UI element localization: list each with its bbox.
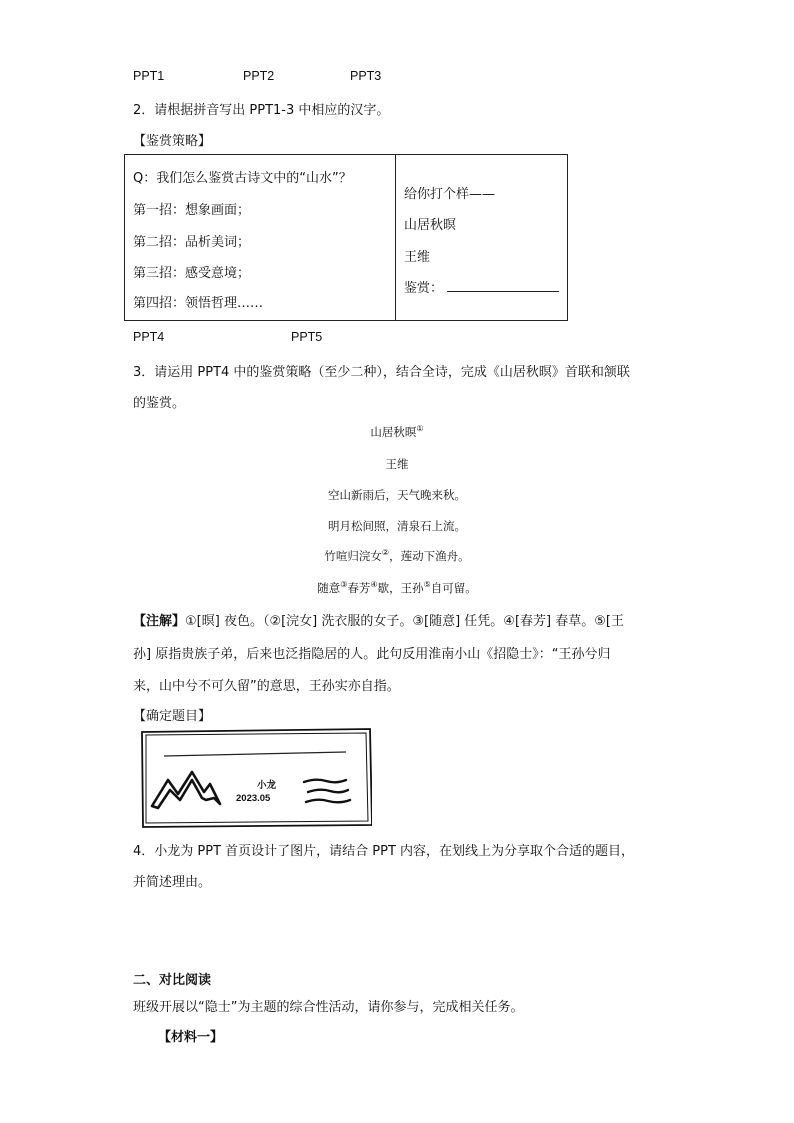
waves-icon xyxy=(304,780,350,803)
strategy-box xyxy=(124,154,568,321)
ppt5-label: PPT5 xyxy=(291,330,323,344)
title-heading: 【确定题目】 xyxy=(133,709,212,724)
strategy-step-4: 第四招：领悟哲理…… xyxy=(133,296,264,311)
example-intro: 给你打个样—— xyxy=(404,187,496,202)
notes-line-3: 来，山中兮不可久留”的意思，王孙实亦自指。 xyxy=(133,679,400,694)
example-title: 山居秋暝 xyxy=(404,218,457,233)
notes-line-1: 【注解】①[暝] 夜色。（②[浣女] 洗衣服的女子。③[随意] 任凭。④[春芳] 春草。⑤[王 xyxy=(133,614,624,629)
appreciation-blank xyxy=(447,279,559,292)
section-2-heading: 二、对比阅读 xyxy=(133,973,212,988)
question-3-line-1: 3．请运用 PPT4 中的鉴赏策略（至少二种），结合全诗，完成《山居秋暝》首联和颔联 xyxy=(133,365,630,380)
strategy-question: Q：我们怎么鉴赏古诗文中的“山水”？ xyxy=(133,171,352,186)
question-4-line-1: 4．小龙为 PPT 首页设计了图片，请结合 PPT 内容，在划线上为分享取个合适的题目， xyxy=(133,844,635,859)
poem-line-3: 竹喧归浣女②，莲动下渔舟。 xyxy=(324,548,470,563)
appreciation-line xyxy=(404,277,559,296)
cover-card-drawing xyxy=(140,728,372,828)
ppt2-label: PPT2 xyxy=(243,69,275,83)
cover-card xyxy=(140,728,372,828)
question-4-line-2: 并简述理由。 xyxy=(133,875,212,890)
poem-line-2: 明月松间照，清泉石上流。 xyxy=(328,519,466,533)
strategy-step-2: 第二招：品析美词； xyxy=(133,235,251,250)
question-2: 2．请根据拼音写出 PPT1-3 中相应的汉字。 xyxy=(133,103,390,118)
ppt1-label: PPT1 xyxy=(133,69,165,83)
ppt4-label: PPT4 xyxy=(133,330,165,344)
notes-label: 【注解】 xyxy=(133,614,186,629)
poem-line-4: 随意③春芳④歇，王孙⑤自可留。 xyxy=(317,580,477,595)
notes-line-2: 孙] 原指贵族子弟，后来也泛指隐居的人。此句反用淮南小山《招隐士》：“王孙兮归 xyxy=(133,647,611,662)
mountain-icon xyxy=(152,772,220,808)
ppt3-label: PPT3 xyxy=(350,69,382,83)
box-divider xyxy=(395,155,396,320)
card-name: 小龙 xyxy=(257,780,277,791)
strategy-step-3: 第三招：感受意境； xyxy=(133,266,251,281)
poem-line-1: 空山新雨后，天气晚来秋。 xyxy=(328,488,466,502)
strategy-step-1: 第一招：想象画面； xyxy=(133,203,251,218)
appreciation-label: 鉴赏： xyxy=(404,281,444,296)
poem-author: 王维 xyxy=(385,457,409,471)
card-date: 2023.05 xyxy=(236,793,271,804)
question-3-line-2: 的鉴赏。 xyxy=(133,396,186,411)
strategy-heading: 【鉴赏策略】 xyxy=(133,134,212,149)
poem-title: 山居秋暝① xyxy=(370,424,424,439)
material-1-heading: 【材料一】 xyxy=(158,1030,224,1045)
example-author: 王维 xyxy=(404,250,431,265)
section-2-intro: 班级开展以“隐士”为主题的综合性活动，请你参与，完成相关任务。 xyxy=(133,1000,524,1015)
